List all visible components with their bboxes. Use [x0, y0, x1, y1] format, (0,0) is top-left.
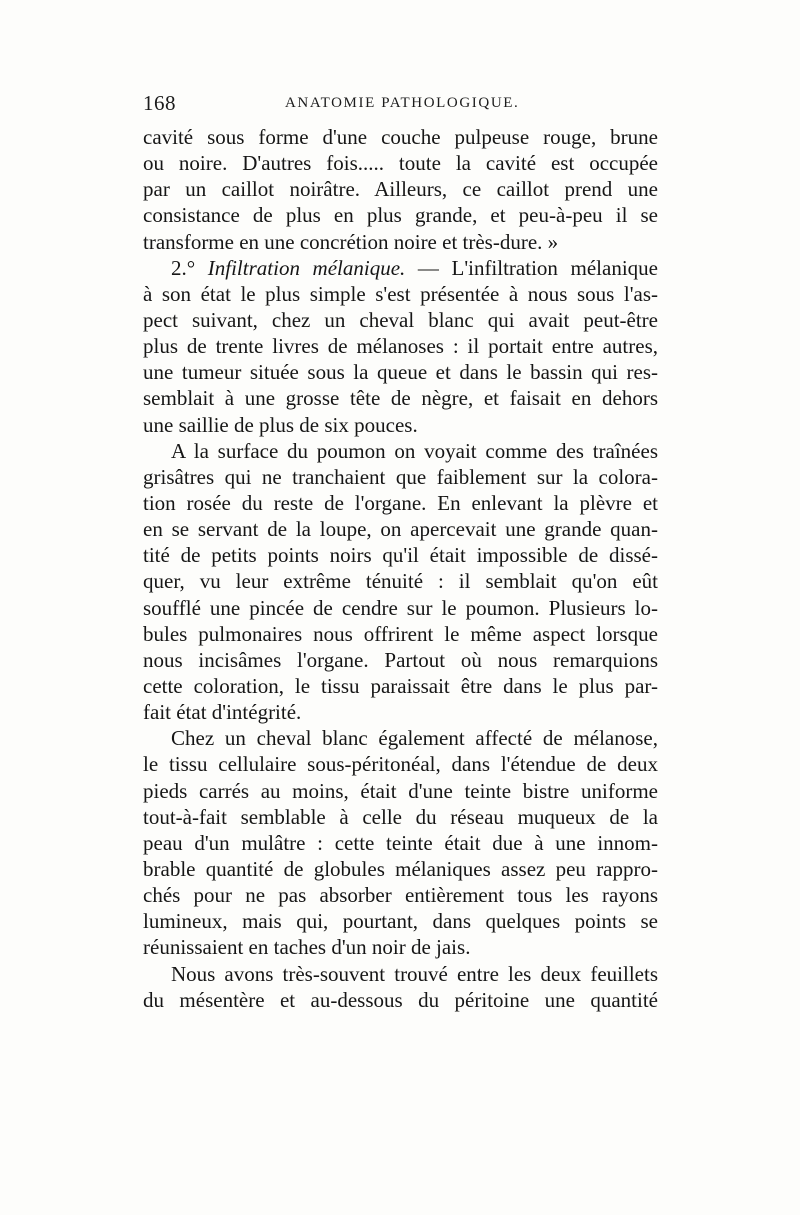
text-line: à son état le plus simple s'est présentée à nous sous l'as-	[143, 281, 658, 306]
running-head: ANATOMIE PATHOLOGIQUE.	[285, 95, 520, 111]
text-line: brable quantité de globules mélaniques assez peu rappro-	[143, 856, 658, 881]
text-line: par un caillot noirâtre. Ailleurs, ce caillot prend une	[143, 177, 658, 202]
text-line: transforme en une concrétion noire et très-dure. »	[143, 229, 559, 254]
section-title: Infiltration mélanique.	[207, 255, 406, 280]
text-line: Nous avons très-souvent trouvé entre les deux feuillets	[171, 961, 658, 986]
text-line: plus de trente livres de mélanoses : il portait entre autres,	[143, 334, 658, 359]
text-line: une tumeur située sous la queue et dans le bassin qui res-	[143, 360, 658, 385]
text-line: le tissu cellulaire sous-péritonéal, dans l'étendue de deux	[143, 752, 658, 777]
text-line: pect suivant, chez un cheval blanc qui avait peut-être	[143, 307, 658, 332]
page-number: 168	[143, 91, 176, 115]
section-number: 2.°	[171, 255, 196, 280]
text-line: du mésentère et au-dessous du péritoine une quantité	[143, 987, 658, 1012]
text-line: bules pulmonaires nous offrirent le même aspect lorsque	[143, 621, 658, 646]
section-heading-line	[143, 255, 658, 281]
text-line: pieds carrés au moins, était d'une teinte bistre uniforme	[143, 778, 658, 803]
text-line: tité de petits points noirs qu'il était impossible de dissé-	[143, 543, 658, 568]
text-line: cavité sous forme d'une couche pulpeuse rouge, brune	[143, 125, 658, 149]
text-line: peau d'un mulâtre : cette teinte était due à une innom-	[143, 830, 658, 855]
text-line: une saillie de plus de six pouces.	[143, 412, 418, 437]
text-line: cette coloration, le tissu paraissait être dans le plus par-	[143, 673, 658, 698]
text-line: grisâtres qui ne tranchaient que faiblement sur la colora-	[143, 464, 658, 489]
text-line: ou noire. D'autres fois..... toute la cavité est occupée	[143, 151, 658, 176]
text-line: consistance de plus en plus grande, et peu-à-peu il se	[143, 203, 658, 228]
text-line: tion rosée du reste de l'organe. En enlevant la plèvre et	[143, 490, 658, 515]
text-line: quer, vu leur extrême ténuité : il semblait qu'on eût	[143, 569, 658, 594]
section-heading-rest: — L'infiltration mélanique	[405, 255, 658, 280]
text-line: en se servant de la loupe, on apercevait une grande quan-	[143, 517, 658, 542]
text-line: tout-à-fait semblable à celle du réseau muqueux de la	[143, 804, 658, 829]
text-line: lumineux, mais qui, pourtant, dans quelques points se	[143, 909, 658, 934]
text-line: Chez un cheval blanc également affecté de mélanose,	[171, 726, 658, 751]
text-line: réunissaient en taches d'un noir de jais.	[143, 935, 471, 960]
text-line: chés pour ne pas absorber entièrement tous les rayons	[143, 883, 658, 908]
body-text	[143, 124, 658, 1013]
text-line: fait état d'intégrité.	[143, 700, 302, 725]
text-line: semblait à une grosse tête de nègre, et faisait en dehors	[143, 386, 658, 411]
text-line: A la surface du poumon on voyait comme des traînées	[171, 438, 658, 463]
page-header	[143, 91, 658, 121]
text-line: nous incisâmes l'organe. Partout où nous remarquions	[143, 647, 658, 672]
text-line: soufflé une pincée de cendre sur le poumon. Plusieurs lo-	[143, 595, 658, 620]
